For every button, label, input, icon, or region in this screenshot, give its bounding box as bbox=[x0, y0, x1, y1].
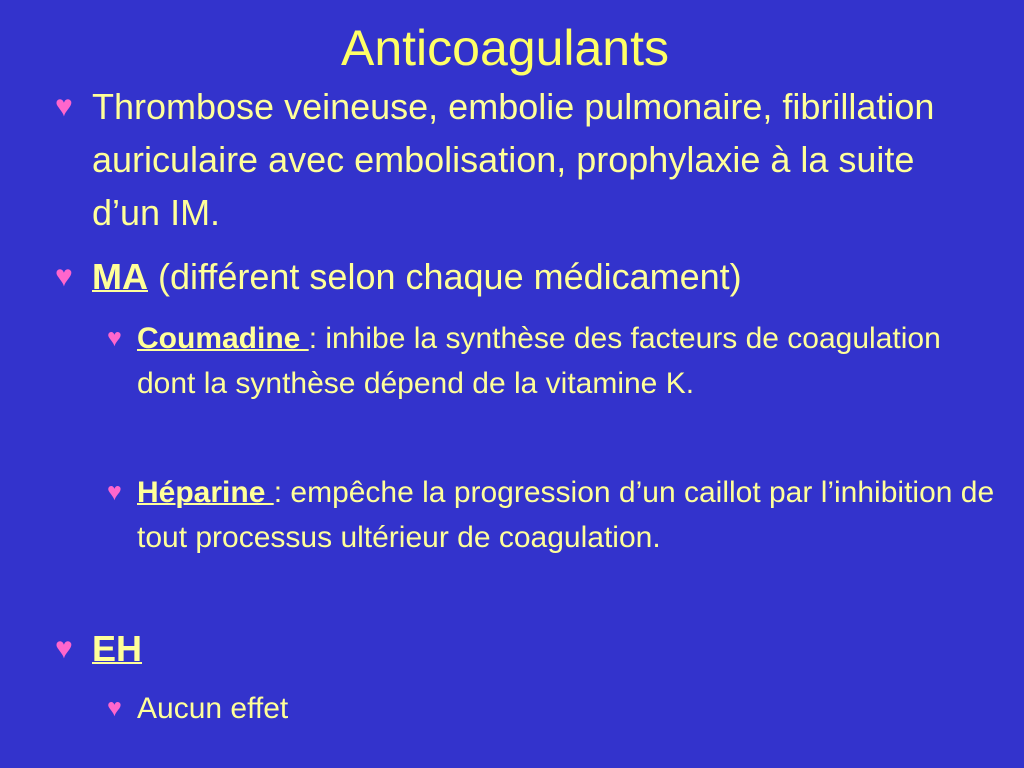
bullet-ma bbox=[55, 250, 972, 303]
coumadine-label: Coumadine bbox=[137, 322, 309, 355]
bullet-coumadine bbox=[107, 316, 997, 406]
heparine-description: : empêche la progression d’un caillot par l’inhibition de tout processus ultérieur de coagulation. bbox=[137, 476, 995, 554]
ma-label: MA bbox=[92, 256, 148, 297]
heart-bullet-icon: ♥ bbox=[55, 260, 73, 293]
eh-label: EH bbox=[92, 628, 143, 669]
bullet-heparine bbox=[107, 470, 997, 560]
heart-bullet-icon: ♥ bbox=[55, 90, 73, 123]
heart-bullet-icon: ♥ bbox=[107, 694, 122, 722]
indications-text: Thrombose veineuse, embolie pulmonaire, fibrillation auriculaire avec embolisation, prophylaxie à la suite d’un IM. bbox=[92, 86, 935, 233]
eh-detail-text: Aucun effet bbox=[137, 692, 289, 725]
bullet-eh-detail bbox=[107, 686, 997, 731]
heart-bullet-icon: ♥ bbox=[107, 324, 122, 352]
bullet-indications bbox=[55, 80, 972, 239]
heparine-label: Héparine bbox=[137, 476, 274, 509]
coumadine-description: : inhibe la synthèse des facteurs de coagulation dont la synthèse dépend de la vitamine K. bbox=[137, 322, 941, 400]
heart-bullet-icon: ♥ bbox=[107, 478, 122, 506]
ma-description: (différent selon chaque médicament) bbox=[148, 256, 742, 297]
slide-title: Anticoagulants bbox=[340, 20, 669, 76]
bullet-eh bbox=[55, 622, 972, 675]
heart-bullet-icon: ♥ bbox=[55, 632, 73, 665]
